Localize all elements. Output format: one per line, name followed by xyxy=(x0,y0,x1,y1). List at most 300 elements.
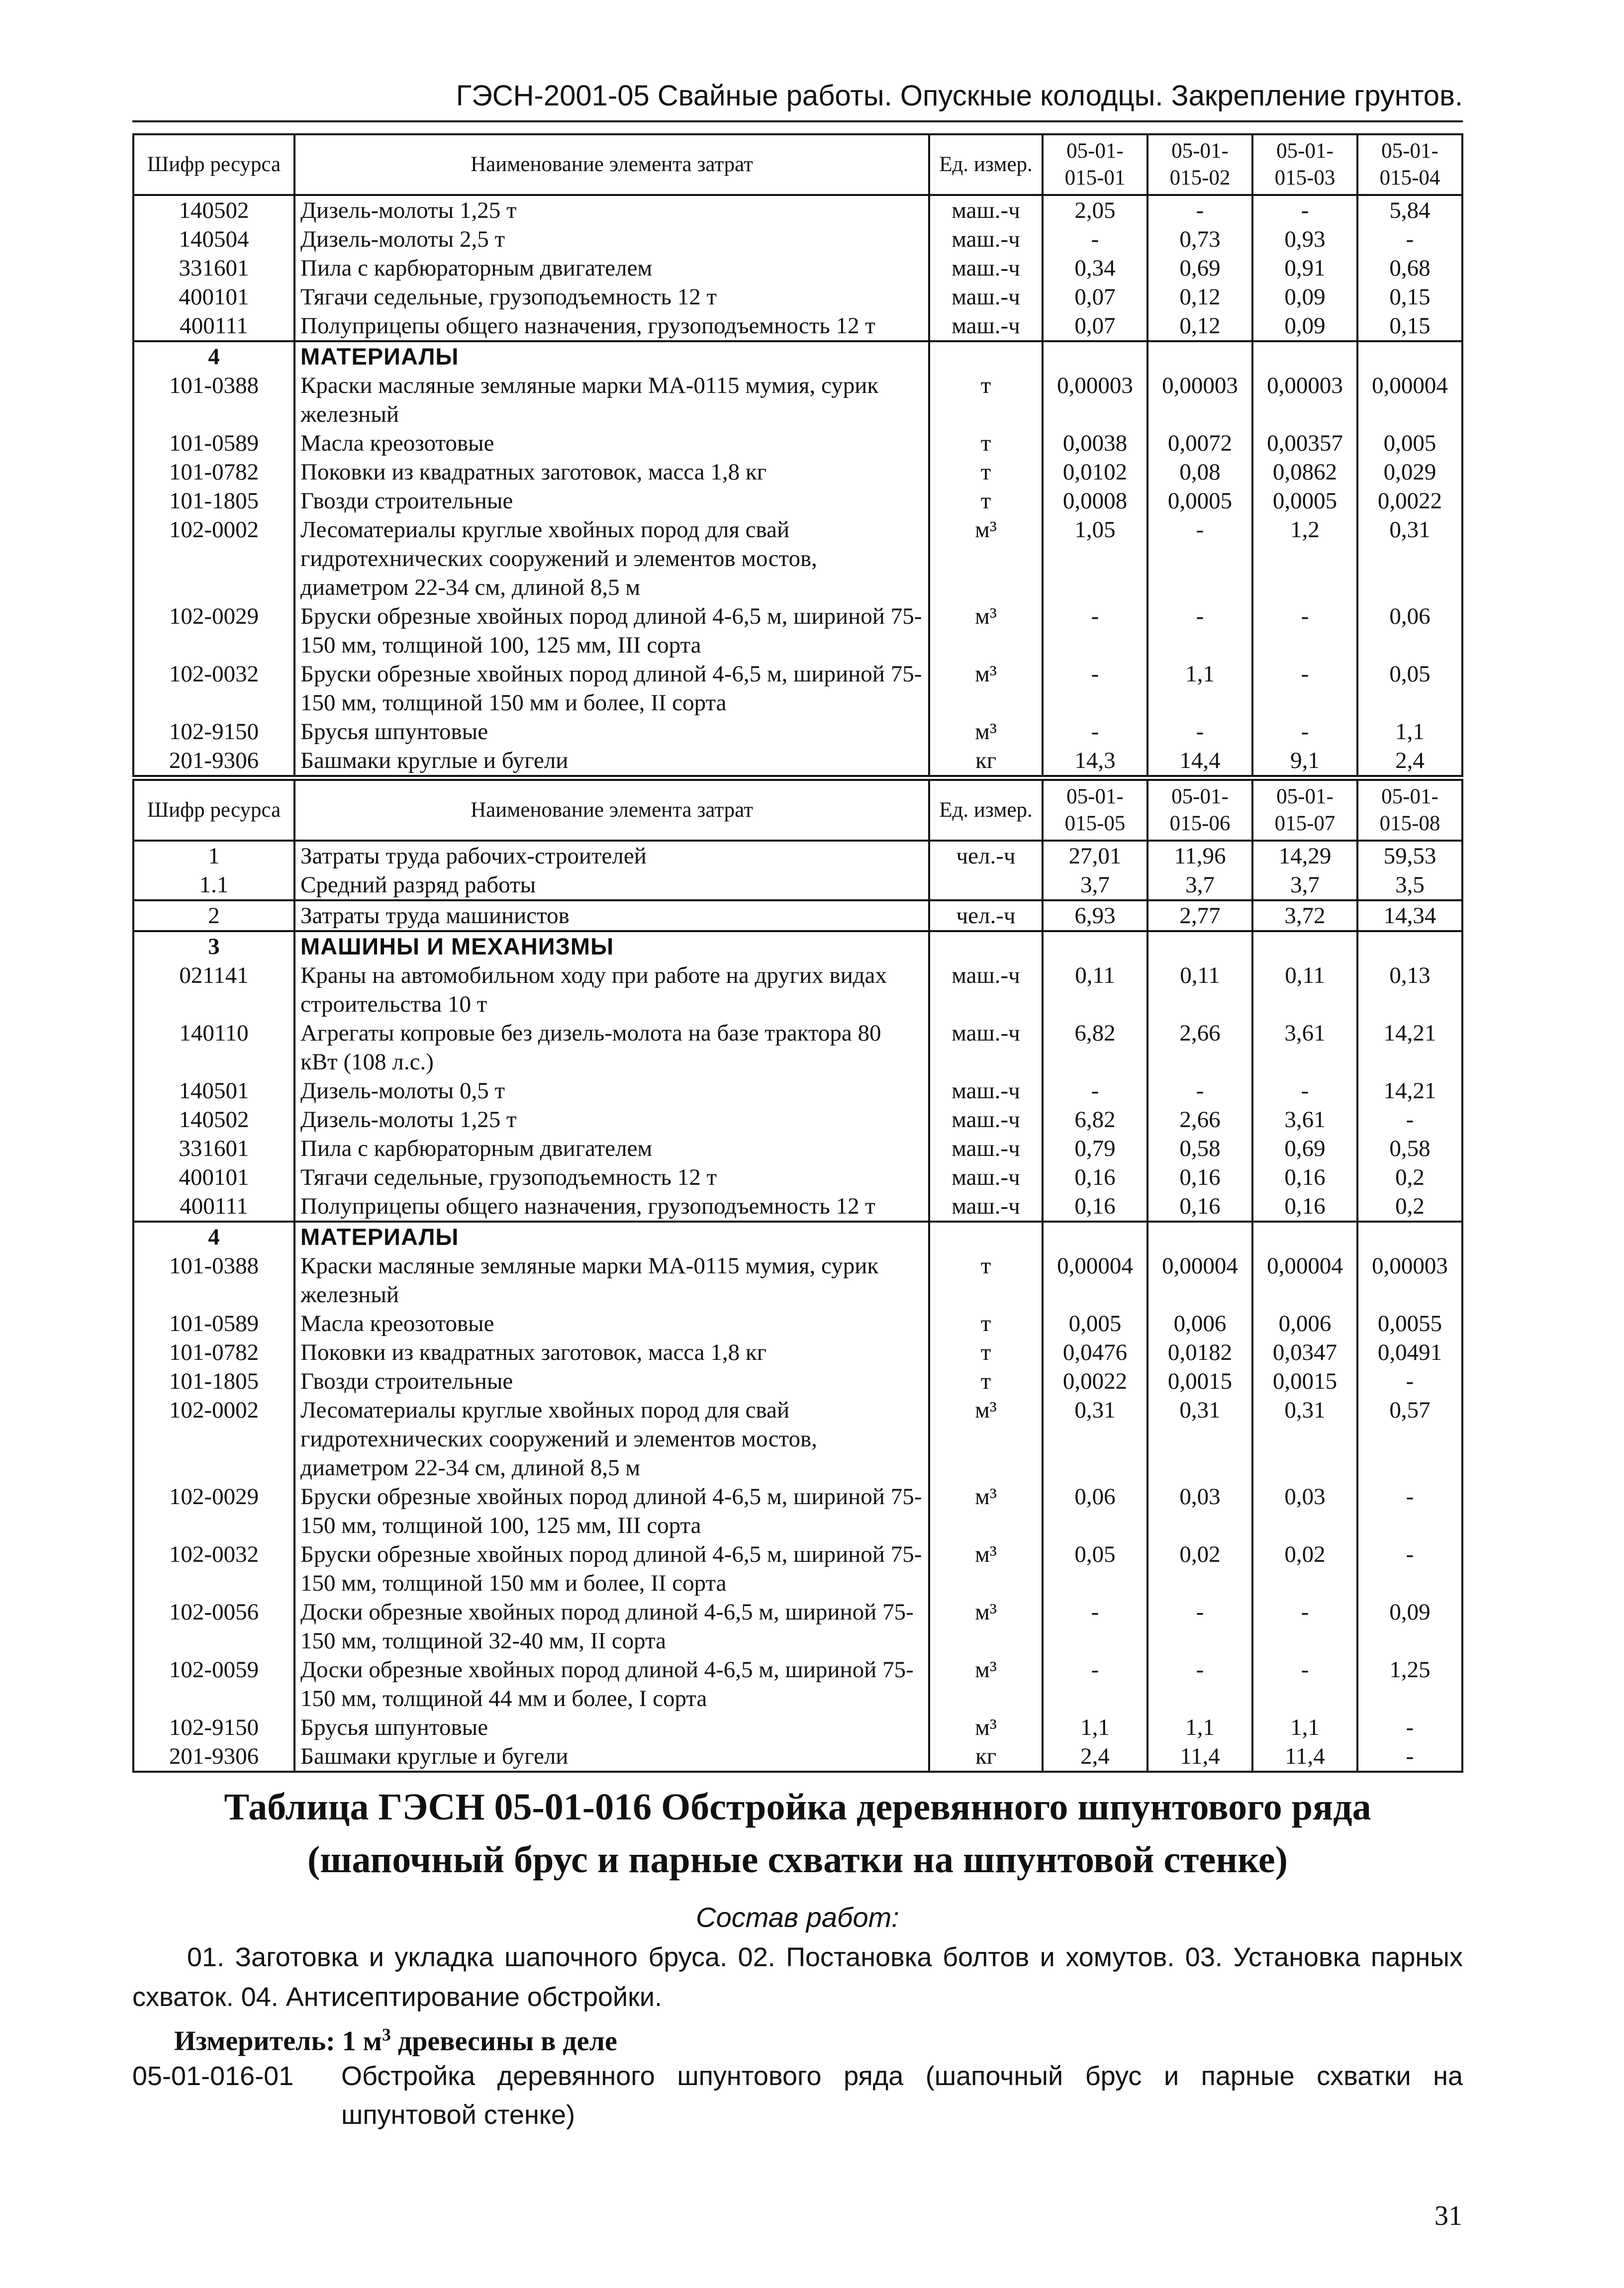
table-row xyxy=(133,371,1462,429)
resource-name: Бруски обрезные хвойных пород длиной 4-6,5 м, шириной 75-150 мм, толщиной 150 мм и более, II сорта xyxy=(294,660,929,717)
norm-value: 1,25 xyxy=(1357,1655,1462,1713)
norm-value: 14,4 xyxy=(1147,746,1252,776)
norm-value: 0,34 xyxy=(1043,254,1147,283)
norm-value: 0,00003 xyxy=(1147,371,1252,429)
resource-name: Краны на автомобильном ходу при работе на других видах строительства 10 т xyxy=(294,961,929,1019)
resource-code: 140502 xyxy=(133,195,294,225)
norm-value: 0,31 xyxy=(1357,515,1462,602)
norm-value: - xyxy=(1043,602,1147,660)
norm-value xyxy=(1043,1222,1147,1251)
resource-name: Пила с карбюраторным двигателем xyxy=(294,254,929,283)
norm-value: 0,58 xyxy=(1147,1134,1252,1163)
norm-value xyxy=(1252,931,1357,961)
resource-code: 102-0056 xyxy=(133,1598,294,1655)
norm-value: 0,0102 xyxy=(1043,458,1147,486)
norm-value: 2,66 xyxy=(1147,1019,1252,1076)
resource-code: 101-0388 xyxy=(133,1251,294,1309)
resource-code: 101-1805 xyxy=(133,486,294,515)
resource-code: 101-0589 xyxy=(133,429,294,458)
norm-value: 0,57 xyxy=(1357,1396,1462,1482)
table-row xyxy=(133,870,1462,900)
norm-value: 1,1 xyxy=(1252,1713,1357,1742)
resource-code: 102-0032 xyxy=(133,660,294,717)
norm-value: 0,02 xyxy=(1252,1540,1357,1598)
resource-name: Затраты труда машинистов xyxy=(294,900,929,931)
table-title: Таблица ГЭСН 05-01-016 Обстройка деревянного шпунтового ряда (шапочный брус и парные схватки на шпунтовой стенке) xyxy=(224,1786,1371,1881)
norm-value xyxy=(1147,931,1252,961)
resource-name: Доски обрезные хвойных пород длиной 4-6,5 м, шириной 75-150 мм, толщиной 44 мм и более, I сорта xyxy=(294,1655,929,1713)
norm-value: 0,0005 xyxy=(1252,486,1357,515)
resource-unit: м³ xyxy=(929,602,1043,660)
norm-value: 0,15 xyxy=(1357,283,1462,311)
resource-unit: т xyxy=(929,486,1043,515)
norm-value: 3,72 xyxy=(1252,900,1357,931)
norm-value: 0,02 xyxy=(1147,1540,1252,1598)
resource-code: 102-0029 xyxy=(133,602,294,660)
resource-name: Гвозди строительные xyxy=(294,1367,929,1396)
resource-name: Поковки из квадратных заготовок, масса 1,8 кг xyxy=(294,1338,929,1367)
norm-value: 3,61 xyxy=(1252,1019,1357,1076)
resource-unit xyxy=(929,341,1043,371)
resource-code: 400111 xyxy=(133,1192,294,1222)
resource-unit: маш.-ч xyxy=(929,1163,1043,1192)
resource-name: МАТЕРИАЛЫ xyxy=(294,1222,929,1251)
norm-value: 0,0015 xyxy=(1147,1367,1252,1396)
resource-code: 140110 xyxy=(133,1019,294,1076)
resource-name: Поковки из квадратных заготовок, масса 1,8 кг xyxy=(294,458,929,486)
table-row xyxy=(133,486,1462,515)
resource-name: Брусья шпунтовые xyxy=(294,1713,929,1742)
norm-value: 9,1 xyxy=(1252,746,1357,776)
resource-code: 201-9306 xyxy=(133,1742,294,1772)
table-row xyxy=(133,900,1462,931)
norm-value: 0,93 xyxy=(1252,225,1357,254)
resource-unit: м³ xyxy=(929,660,1043,717)
norm-value: 0,0015 xyxy=(1252,1367,1357,1396)
resource-code: 331601 xyxy=(133,1134,294,1163)
resource-code: 331601 xyxy=(133,254,294,283)
norm-value xyxy=(1043,931,1147,961)
norm-value: 1,1 xyxy=(1043,1713,1147,1742)
norm-value: 0,09 xyxy=(1357,1598,1462,1655)
norm-value: 0,08 xyxy=(1147,458,1252,486)
norm-value: 0,0038 xyxy=(1043,429,1147,458)
table-row xyxy=(133,1338,1462,1367)
norm-value xyxy=(1252,1222,1357,1251)
norm-value: 6,93 xyxy=(1043,900,1147,931)
resource-unit: маш.-ч xyxy=(929,283,1043,311)
resource-unit: маш.-ч xyxy=(929,1105,1043,1134)
norm-value: 6,82 xyxy=(1043,1019,1147,1076)
norm-value: 0,00357 xyxy=(1252,429,1357,458)
resource-code: 102-0059 xyxy=(133,1655,294,1713)
norm-value: 0,0476 xyxy=(1043,1338,1147,1367)
norm-value: 11,96 xyxy=(1147,841,1252,870)
resource-code: 102-0032 xyxy=(133,1540,294,1598)
resource-code: 400101 xyxy=(133,1163,294,1192)
table-row xyxy=(133,1105,1462,1134)
resource-name: Тягачи седельные, грузоподъемность 12 т xyxy=(294,1163,929,1192)
norm-value: - xyxy=(1252,660,1357,717)
section-row xyxy=(133,931,1462,961)
resource-name: Дизель-молоты 2,5 т xyxy=(294,225,929,254)
table-row xyxy=(133,1192,1462,1222)
norm-value: - xyxy=(1357,1105,1462,1134)
table-row xyxy=(133,225,1462,254)
norm-value: 0,05 xyxy=(1357,660,1462,717)
table-row xyxy=(133,1482,1462,1540)
norm-value: 3,7 xyxy=(1252,870,1357,900)
resource-unit: чел.-ч xyxy=(929,841,1043,870)
table-row xyxy=(133,660,1462,717)
resource-code: 101-0388 xyxy=(133,371,294,429)
norm-value: 0,0005 xyxy=(1147,486,1252,515)
resource-name: Дизель-молоты 1,25 т xyxy=(294,1105,929,1134)
norm-value: 2,4 xyxy=(1043,1742,1147,1772)
header-unit: Ед. измер. xyxy=(929,780,1043,841)
norm-value: 27,01 xyxy=(1043,841,1147,870)
norm-value: 0,73 xyxy=(1147,225,1252,254)
resource-code: 4 xyxy=(133,341,294,371)
resource-name: Лесоматериалы круглые хвойных пород для свай гидротехнических сооружений и элементов мостов, диаметром 22-34 см, длиной 8,5 м xyxy=(294,515,929,602)
norm-value: 1,1 xyxy=(1147,1713,1252,1742)
norm-value: 0,0862 xyxy=(1252,458,1357,486)
resource-unit: м³ xyxy=(929,1713,1043,1742)
norm-value: 0,31 xyxy=(1043,1396,1147,1482)
resource-code: 4 xyxy=(133,1222,294,1251)
table-row xyxy=(133,1251,1462,1309)
norm-value xyxy=(1043,341,1147,371)
resource-name: Масла креозотовые xyxy=(294,1309,929,1338)
norm-value: 3,61 xyxy=(1252,1105,1357,1134)
resource-unit: т xyxy=(929,1251,1043,1309)
norm-value: 0,69 xyxy=(1147,254,1252,283)
norm-value: 0,68 xyxy=(1357,254,1462,283)
resource-name: Затраты труда рабочих-строителей xyxy=(294,841,929,870)
norm-name: Обстройка деревянного шпунтового ряда (шапочный брус и парные схватки на шпунтовой стенке) xyxy=(341,2061,1463,2130)
norm-value: 0,005 xyxy=(1043,1309,1147,1338)
resource-unit: т xyxy=(929,429,1043,458)
norm-value: 11,4 xyxy=(1252,1742,1357,1772)
resource-code: 101-0782 xyxy=(133,1338,294,1367)
norm-value: 0,00003 xyxy=(1357,1251,1462,1309)
table-row xyxy=(133,1713,1462,1742)
norm-value: 5,84 xyxy=(1357,195,1462,225)
norm-value: 0,0182 xyxy=(1147,1338,1252,1367)
norm-value: - xyxy=(1357,1540,1462,1598)
resource-code: 1.1 xyxy=(133,870,294,900)
norm-value: 0,0008 xyxy=(1043,486,1147,515)
norm-value: 0,0072 xyxy=(1147,429,1252,458)
table-row xyxy=(133,1540,1462,1598)
norm-value: 0,31 xyxy=(1252,1396,1357,1482)
norm-value: 11,4 xyxy=(1147,1742,1252,1772)
resource-name: Брусья шпунтовые xyxy=(294,717,929,746)
norm-value: 0,2 xyxy=(1357,1163,1462,1192)
norm-value: 0,16 xyxy=(1147,1192,1252,1222)
norm-value: 0,11 xyxy=(1043,961,1147,1019)
norm-value: 0,06 xyxy=(1043,1482,1147,1540)
norm-value: 0,16 xyxy=(1043,1163,1147,1192)
norm-value: 0,0055 xyxy=(1357,1309,1462,1338)
norm-value: 0,05 xyxy=(1043,1540,1147,1598)
header-name: Наименование элемента затрат xyxy=(294,780,929,841)
resource-unit: м³ xyxy=(929,1396,1043,1482)
norm-value: 0,09 xyxy=(1252,311,1357,341)
norm-value: 0,12 xyxy=(1147,311,1252,341)
norm-value xyxy=(1357,1222,1462,1251)
resource-unit: маш.-ч xyxy=(929,195,1043,225)
norm-row xyxy=(132,2057,1463,2134)
resource-name: Пила с карбюраторным двигателем xyxy=(294,1134,929,1163)
norm-value: 14,21 xyxy=(1357,1019,1462,1076)
resource-code: 2 xyxy=(133,900,294,931)
norm-value: - xyxy=(1147,195,1252,225)
norm-value: 0,58 xyxy=(1357,1134,1462,1163)
resource-code: 101-0782 xyxy=(133,458,294,486)
running-header: ГЭСН-2001-05 Свайные работы. Опускные колодцы. Закрепление грунтов. xyxy=(132,74,1463,122)
table-row xyxy=(133,1019,1462,1076)
norm-value: 2,77 xyxy=(1147,900,1252,931)
norm-value: 0,07 xyxy=(1043,311,1147,341)
header-norm-column: 05-01- 015-07 xyxy=(1252,780,1357,841)
norm-value: 0,00004 xyxy=(1147,1251,1252,1309)
norm-value: - xyxy=(1043,1598,1147,1655)
norm-value: 0,16 xyxy=(1043,1192,1147,1222)
resource-unit: чел.-ч xyxy=(929,900,1043,931)
resource-unit: кг xyxy=(929,746,1043,776)
norm-value: - xyxy=(1043,1655,1147,1713)
resource-name: Дизель-молоты 0,5 т xyxy=(294,1076,929,1105)
composition-text: 01. Заготовка и укладка шапочного бруса. 02. Постановка болтов и хомутов. 03. Установка парных схваток. 04. Антисептирование обстройки. xyxy=(132,1942,1463,2012)
resource-unit: т xyxy=(929,1309,1043,1338)
norm-value: 0,12 xyxy=(1147,283,1252,311)
header-norm-column: 05-01- 015-06 xyxy=(1147,780,1252,841)
resource-code: 140504 xyxy=(133,225,294,254)
norm-value: - xyxy=(1043,660,1147,717)
norm-value: 0,03 xyxy=(1147,1482,1252,1540)
norm-value: - xyxy=(1357,1713,1462,1742)
norm-value: - xyxy=(1147,1076,1252,1105)
norm-value: 6,82 xyxy=(1043,1105,1147,1134)
norm-value: - xyxy=(1357,225,1462,254)
resource-name: Бруски обрезные хвойных пород длиной 4-6,5 м, шириной 75-150 мм, толщиной 100, 125 мм, III сорта xyxy=(294,1482,929,1540)
resource-code: 102-9150 xyxy=(133,1713,294,1742)
resource-name: МАТЕРИАЛЫ xyxy=(294,341,929,371)
resource-unit: маш.-ч xyxy=(929,311,1043,341)
section-row xyxy=(133,341,1462,371)
resource-name: Краски масляные земляные марки МА-0115 мумия, сурик железный xyxy=(294,1251,929,1309)
norm-code: 05-01-016-01 xyxy=(132,2061,294,2091)
norm-value: 0,91 xyxy=(1252,254,1357,283)
table-row xyxy=(133,1134,1462,1163)
resource-code: 140502 xyxy=(133,1105,294,1134)
norm-value: 14,21 xyxy=(1357,1076,1462,1105)
table-body xyxy=(133,195,1462,776)
norm-value xyxy=(1147,1222,1252,1251)
norm-value: 0,11 xyxy=(1147,961,1252,1019)
norm-value: 0,0022 xyxy=(1357,486,1462,515)
resource-code: 101-0589 xyxy=(133,1309,294,1338)
norm-value: - xyxy=(1147,1655,1252,1713)
resource-code: 102-0002 xyxy=(133,1396,294,1482)
norm-value: 0,79 xyxy=(1043,1134,1147,1163)
resource-unit: маш.-ч xyxy=(929,254,1043,283)
page-number: 31 xyxy=(1434,2200,1462,2231)
resource-code: 140501 xyxy=(133,1076,294,1105)
norm-value: - xyxy=(1252,1655,1357,1713)
norm-value: 0,2 xyxy=(1357,1192,1462,1222)
norm-value: 14,3 xyxy=(1043,746,1147,776)
norm-value: - xyxy=(1252,195,1357,225)
norm-value xyxy=(1357,931,1462,961)
norm-value: 0,07 xyxy=(1043,283,1147,311)
resource-unit: м³ xyxy=(929,1598,1043,1655)
table-row xyxy=(133,429,1462,458)
header-unit: Ед. измер. xyxy=(929,134,1043,195)
resource-code: 400101 xyxy=(133,283,294,311)
norm-value: 1,05 xyxy=(1043,515,1147,602)
header-norm-column: 05-01- 015-03 xyxy=(1252,134,1357,195)
table-header xyxy=(133,134,1462,195)
header-norm-column: 05-01- 015-08 xyxy=(1357,780,1462,841)
resource-name: Средний разряд работы xyxy=(294,870,929,900)
norm-value: - xyxy=(1043,1076,1147,1105)
norm-value: 0,0022 xyxy=(1043,1367,1147,1396)
table-row xyxy=(133,1742,1462,1772)
norm-value: 0,005 xyxy=(1357,429,1462,458)
header-norm-column: 05-01- 015-01 xyxy=(1043,134,1147,195)
norm-value: - xyxy=(1252,717,1357,746)
norm-value: - xyxy=(1357,1482,1462,1540)
resource-name: МАШИНЫ И МЕХАНИЗМЫ xyxy=(294,931,929,961)
resource-unit: кг xyxy=(929,1742,1043,1772)
table-row xyxy=(133,195,1462,225)
table-row xyxy=(133,1076,1462,1105)
resource-unit xyxy=(929,870,1043,900)
header-norm-column: 05-01- 015-02 xyxy=(1147,134,1252,195)
resource-unit: м³ xyxy=(929,1540,1043,1598)
table-header xyxy=(133,780,1462,841)
norm-value: 2,05 xyxy=(1043,195,1147,225)
header-norm-column: 05-01- 015-04 xyxy=(1357,134,1462,195)
table-row xyxy=(133,746,1462,776)
resource-unit: м³ xyxy=(929,717,1043,746)
resource-unit: маш.-ч xyxy=(929,1192,1043,1222)
resource-unit: маш.-ч xyxy=(929,1076,1043,1105)
resource-table-a xyxy=(132,133,1463,777)
norm-value: - xyxy=(1147,1598,1252,1655)
norm-value xyxy=(1252,341,1357,371)
resource-code: 101-1805 xyxy=(133,1367,294,1396)
norm-value xyxy=(1357,341,1462,371)
table-row xyxy=(133,1655,1462,1713)
resource-unit: маш.-ч xyxy=(929,961,1043,1019)
table-row xyxy=(133,283,1462,311)
table-row xyxy=(133,841,1462,870)
norm-value: 0,16 xyxy=(1147,1163,1252,1192)
table-row xyxy=(133,311,1462,341)
norm-value: 59,53 xyxy=(1357,841,1462,870)
resource-name: Бруски обрезные хвойных пород длиной 4-6,5 м, шириной 75-150 мм, толщиной 150 мм и более, II сорта xyxy=(294,1540,929,1598)
resource-unit: т xyxy=(929,458,1043,486)
resource-code: 201-9306 xyxy=(133,746,294,776)
resource-name: Доски обрезные хвойных пород длиной 4-6,5 м, шириной 75-150 мм, толщиной 32-40 мм, II сорта xyxy=(294,1598,929,1655)
resource-unit: т xyxy=(929,1338,1043,1367)
table-row xyxy=(133,602,1462,660)
resource-unit: маш.-ч xyxy=(929,225,1043,254)
table-row xyxy=(133,515,1462,602)
resource-unit: м³ xyxy=(929,1655,1043,1713)
resource-unit xyxy=(929,931,1043,961)
header-code: Шифр ресурса xyxy=(133,780,294,841)
resource-unit: т xyxy=(929,1367,1043,1396)
norm-value: 2,4 xyxy=(1357,746,1462,776)
resource-name: Гвозди строительные xyxy=(294,486,929,515)
norm-value: 0,006 xyxy=(1252,1309,1357,1338)
norm-value: 0,11 xyxy=(1252,961,1357,1019)
norm-value: 0,006 xyxy=(1147,1309,1252,1338)
norm-value: 0,0347 xyxy=(1252,1338,1357,1367)
resource-name: Лесоматериалы круглые хвойных пород для свай гидротехнических сооружений и элементов мостов, диаметром 22-34 см, длиной 8,5 м xyxy=(294,1396,929,1482)
resource-table-b xyxy=(132,779,1463,1773)
resource-name: Полуприцепы общего назначения, грузоподъемность 12 т xyxy=(294,311,929,341)
resource-code: 102-0029 xyxy=(133,1482,294,1540)
norm-value: - xyxy=(1147,515,1252,602)
resource-code: 400111 xyxy=(133,311,294,341)
norm-value: 0,06 xyxy=(1357,602,1462,660)
section-row xyxy=(133,1222,1462,1251)
table-row xyxy=(133,1598,1462,1655)
resource-name: Дизель-молоты 1,25 т xyxy=(294,195,929,225)
resource-code: 021141 xyxy=(133,961,294,1019)
norm-value: 0,03 xyxy=(1252,1482,1357,1540)
resource-name: Масла креозотовые xyxy=(294,429,929,458)
norm-value: 0,16 xyxy=(1252,1163,1357,1192)
resource-name: Агрегаты копровые без дизель-молота на базе трактора 80 кВт (108 л.с.) xyxy=(294,1019,929,1076)
resource-unit: м³ xyxy=(929,1482,1043,1540)
norm-value: 0,09 xyxy=(1252,283,1357,311)
norm-value: 0,31 xyxy=(1147,1396,1252,1482)
table-row xyxy=(133,1309,1462,1338)
norm-value: - xyxy=(1252,1598,1357,1655)
table-row xyxy=(133,1367,1462,1396)
resource-name: Тягачи седельные, грузоподъемность 12 т xyxy=(294,283,929,311)
resource-unit: т xyxy=(929,371,1043,429)
norm-value: - xyxy=(1252,1076,1357,1105)
table-row xyxy=(133,254,1462,283)
resource-name: Бруски обрезные хвойных пород длиной 4-6,5 м, шириной 75-150 мм, толщиной 100, 125 мм, III сорта xyxy=(294,602,929,660)
norm-value: - xyxy=(1357,1367,1462,1396)
norm-value: 1,1 xyxy=(1147,660,1252,717)
norm-value: 0,00004 xyxy=(1043,1251,1147,1309)
resource-code: 1 xyxy=(133,841,294,870)
norm-value: - xyxy=(1357,1742,1462,1772)
norm-value: 3,7 xyxy=(1043,870,1147,900)
norm-value: 0,0491 xyxy=(1357,1338,1462,1367)
table-row xyxy=(133,717,1462,746)
norm-value: 0,13 xyxy=(1357,961,1462,1019)
norm-value: - xyxy=(1147,717,1252,746)
table-row xyxy=(133,458,1462,486)
header-code: Шифр ресурса xyxy=(133,134,294,195)
resource-unit: маш.-ч xyxy=(929,1134,1043,1163)
norm-value: 0,15 xyxy=(1357,311,1462,341)
norm-value: 2,66 xyxy=(1147,1105,1252,1134)
norm-value: - xyxy=(1043,717,1147,746)
norm-value: 0,00004 xyxy=(1357,371,1462,429)
norm-value: 0,00003 xyxy=(1043,371,1147,429)
